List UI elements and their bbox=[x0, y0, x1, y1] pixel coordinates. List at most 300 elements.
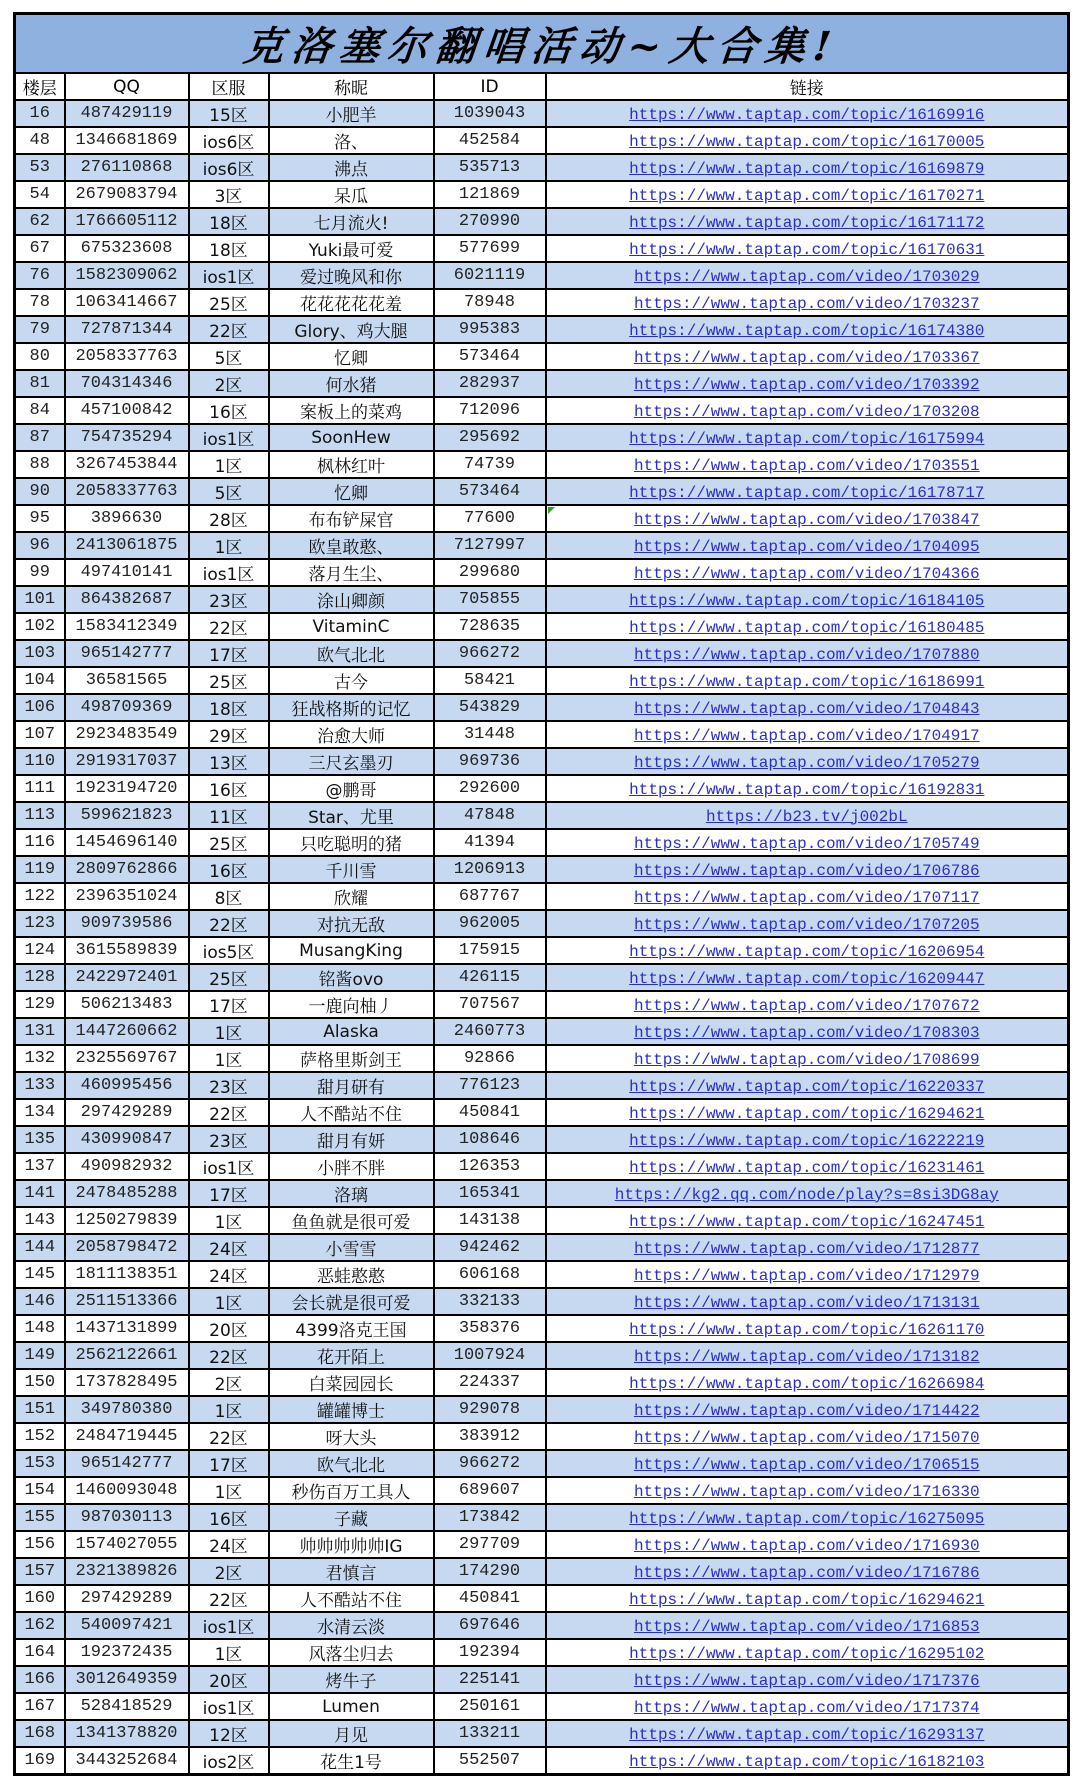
cell-floor: 131 bbox=[15, 1018, 65, 1045]
entry-link[interactable]: https://www.taptap.com/video/1717374 bbox=[633, 1698, 980, 1717]
cell-qq: 2484719445 bbox=[65, 1423, 189, 1450]
cell-floor: 167 bbox=[15, 1693, 65, 1720]
cell-link bbox=[546, 1396, 1069, 1423]
cell-qq: 490982932 bbox=[65, 1153, 189, 1180]
cell-link bbox=[546, 181, 1069, 208]
cell-qq: 276110868 bbox=[65, 154, 189, 181]
entry-link[interactable]: https://www.taptap.com/topic/16174380 bbox=[629, 321, 985, 340]
entry-link[interactable]: https://www.taptap.com/video/1712979 bbox=[633, 1266, 980, 1285]
cell-server: 18区 bbox=[189, 208, 269, 235]
cell-id: 543829 bbox=[434, 694, 546, 721]
entry-link[interactable]: https://www.taptap.com/topic/16178717 bbox=[629, 483, 985, 502]
column-header-server: 区服 bbox=[189, 73, 269, 100]
cell-link bbox=[546, 1504, 1069, 1531]
cell-server: 17区 bbox=[189, 991, 269, 1018]
cell-id: 108646 bbox=[434, 1126, 546, 1153]
cell-id: 174290 bbox=[434, 1558, 546, 1585]
entry-link[interactable]: https://www.taptap.com/video/1708699 bbox=[633, 1050, 980, 1069]
entry-link[interactable]: https://www.taptap.com/video/1703392 bbox=[633, 375, 980, 394]
cell-id: 450841 bbox=[434, 1099, 546, 1126]
cell-nick: 小雪雪 bbox=[269, 1234, 434, 1261]
cell-id: 143138 bbox=[434, 1207, 546, 1234]
cell-link bbox=[546, 1342, 1069, 1369]
cell-id: 966272 bbox=[434, 1450, 546, 1477]
cell-server: 18区 bbox=[189, 235, 269, 262]
cell-server: ios1区 bbox=[189, 559, 269, 586]
cell-server: 8区 bbox=[189, 883, 269, 910]
page-title: 克洛塞尔翻唱活动~大合集! bbox=[241, 23, 842, 70]
cell-link bbox=[546, 370, 1069, 397]
entry-link[interactable]: https://www.taptap.com/video/1706786 bbox=[633, 861, 980, 880]
entry-link[interactable]: https://www.taptap.com/video/1716786 bbox=[633, 1563, 980, 1582]
cell-qq: 599621823 bbox=[65, 802, 189, 829]
table-row bbox=[15, 613, 1069, 640]
cell-floor: 67 bbox=[15, 235, 65, 262]
cell-nick: 一鹿向柚丿 bbox=[269, 991, 434, 1018]
table-title-cell bbox=[15, 14, 1069, 74]
cell-link bbox=[546, 451, 1069, 478]
entry-link[interactable]: https://www.taptap.com/video/1717376 bbox=[633, 1671, 980, 1690]
cell-nick: 小胖不胖 bbox=[269, 1153, 434, 1180]
column-header-qq: QQ bbox=[65, 73, 189, 100]
cell-nick: 洛、 bbox=[269, 127, 434, 154]
cell-id: 689607 bbox=[434, 1477, 546, 1504]
cell-nick: 三尺玄墨刃 bbox=[269, 748, 434, 775]
table-row bbox=[15, 1315, 1069, 1342]
cell-id: 74739 bbox=[434, 451, 546, 478]
table-row bbox=[15, 532, 1069, 559]
cell-id: 173842 bbox=[434, 1504, 546, 1531]
cell-floor: 111 bbox=[15, 775, 65, 802]
cell-qq: 1766605112 bbox=[65, 208, 189, 235]
cell-qq: 528418529 bbox=[65, 1693, 189, 1720]
entry-link[interactable]: https://www.taptap.com/video/1703551 bbox=[633, 456, 980, 475]
entry-link[interactable]: https://kg2.qq.com/node/play?s=8si3DG8ay bbox=[614, 1185, 999, 1204]
table-row bbox=[15, 1747, 1069, 1775]
table-row bbox=[15, 127, 1069, 154]
cell-floor: 84 bbox=[15, 397, 65, 424]
cell-server: 13区 bbox=[189, 748, 269, 775]
cell-id: 77600 bbox=[434, 505, 546, 532]
cell-id: 175915 bbox=[434, 937, 546, 964]
entry-link[interactable]: https://www.taptap.com/video/1703237 bbox=[633, 294, 980, 313]
table-row bbox=[15, 154, 1069, 181]
cell-qq: 2058337763 bbox=[65, 343, 189, 370]
cell-qq: 1341378820 bbox=[65, 1720, 189, 1747]
entry-link[interactable]: https://www.taptap.com/video/1704843 bbox=[633, 699, 980, 718]
table-row bbox=[15, 1072, 1069, 1099]
cell-nick: 对抗无敌 bbox=[269, 910, 434, 937]
cell-id: 1039043 bbox=[434, 100, 546, 127]
entry-link[interactable]: https://www.taptap.com/video/1707880 bbox=[633, 645, 980, 664]
cell-floor: 168 bbox=[15, 1720, 65, 1747]
cell-link bbox=[546, 586, 1069, 613]
table-row bbox=[15, 1045, 1069, 1072]
cell-nick: 欣耀 bbox=[269, 883, 434, 910]
column-header-link: 链接 bbox=[546, 73, 1069, 100]
cell-id: 942462 bbox=[434, 1234, 546, 1261]
entry-link[interactable]: https://www.taptap.com/video/1707117 bbox=[633, 888, 980, 907]
cell-server: 1区 bbox=[189, 1018, 269, 1045]
entry-link[interactable]: https://www.taptap.com/video/1707672 bbox=[633, 996, 980, 1015]
entry-link[interactable]: https://www.taptap.com/topic/16206954 bbox=[629, 942, 985, 961]
cell-floor: 80 bbox=[15, 343, 65, 370]
cell-qq: 2325569767 bbox=[65, 1045, 189, 1072]
cell-nick: Star、尤里 bbox=[269, 802, 434, 829]
table-row bbox=[15, 937, 1069, 964]
cell-link bbox=[546, 1531, 1069, 1558]
cell-id: 728635 bbox=[434, 613, 546, 640]
cell-link bbox=[546, 316, 1069, 343]
cell-nick: 只吃聪明的猪 bbox=[269, 829, 434, 856]
cell-floor: 119 bbox=[15, 856, 65, 883]
table-row bbox=[15, 1504, 1069, 1531]
cell-qq: 2058798472 bbox=[65, 1234, 189, 1261]
cell-nick: 落月生尘、 bbox=[269, 559, 434, 586]
cell-qq: 2809762866 bbox=[65, 856, 189, 883]
cell-nick: 子藏 bbox=[269, 1504, 434, 1531]
cell-floor: 95 bbox=[15, 505, 65, 532]
cell-server: 28区 bbox=[189, 505, 269, 532]
cell-server: 16区 bbox=[189, 397, 269, 424]
cell-nick: 欧皇敢憨、 bbox=[269, 532, 434, 559]
table-row bbox=[15, 1666, 1069, 1693]
cell-link bbox=[546, 694, 1069, 721]
cell-server: 17区 bbox=[189, 640, 269, 667]
cell-id: 270990 bbox=[434, 208, 546, 235]
cell-server: 3区 bbox=[189, 181, 269, 208]
cell-id: 450841 bbox=[434, 1585, 546, 1612]
cell-link bbox=[546, 775, 1069, 802]
cell-id: 712096 bbox=[434, 397, 546, 424]
cell-link bbox=[546, 1207, 1069, 1234]
cell-nick: 白菜园园长 bbox=[269, 1369, 434, 1396]
entry-link[interactable]: https://www.taptap.com/topic/16220337 bbox=[629, 1077, 985, 1096]
cell-qq: 3012649359 bbox=[65, 1666, 189, 1693]
cell-floor: 128 bbox=[15, 964, 65, 991]
entry-link[interactable]: https://www.taptap.com/topic/16184105 bbox=[629, 591, 985, 610]
cell-qq: 3443252684 bbox=[65, 1747, 189, 1775]
table-row bbox=[15, 1396, 1069, 1423]
cell-id: 126353 bbox=[434, 1153, 546, 1180]
cell-nick: 恶蛙憨憨 bbox=[269, 1261, 434, 1288]
cell-id: 452584 bbox=[434, 127, 546, 154]
entry-link[interactable]: https://www.taptap.com/topic/16266984 bbox=[629, 1374, 985, 1393]
cell-floor: 122 bbox=[15, 883, 65, 910]
cell-link bbox=[546, 397, 1069, 424]
cell-nick: Glory、鸡大腿 bbox=[269, 316, 434, 343]
table-row bbox=[15, 1423, 1069, 1450]
entry-link[interactable]: https://www.taptap.com/video/1713182 bbox=[633, 1347, 980, 1366]
table-row bbox=[15, 559, 1069, 586]
entry-link[interactable]: https://www.taptap.com/video/1716853 bbox=[633, 1617, 980, 1636]
cell-id: 192394 bbox=[434, 1639, 546, 1666]
cell-server: 24区 bbox=[189, 1234, 269, 1261]
entry-link[interactable]: https://www.taptap.com/video/1708303 bbox=[633, 1023, 980, 1042]
cell-server: 23区 bbox=[189, 586, 269, 613]
cell-server: 2区 bbox=[189, 1558, 269, 1585]
cell-id: 535713 bbox=[434, 154, 546, 181]
cell-id: 299680 bbox=[434, 559, 546, 586]
entry-link[interactable]: https://www.taptap.com/video/1715070 bbox=[633, 1428, 980, 1447]
cell-qq: 1811138351 bbox=[65, 1261, 189, 1288]
cell-id: 78948 bbox=[434, 289, 546, 316]
entry-link[interactable]: https://www.taptap.com/topic/16247451 bbox=[629, 1212, 985, 1231]
cell-qq: 2919317037 bbox=[65, 748, 189, 775]
cell-floor: 104 bbox=[15, 667, 65, 694]
entry-link[interactable]: https://www.taptap.com/topic/16275095 bbox=[629, 1509, 985, 1528]
table-row bbox=[15, 1558, 1069, 1585]
cell-server: ios1区 bbox=[189, 1693, 269, 1720]
entry-link[interactable]: https://www.taptap.com/topic/16192831 bbox=[629, 780, 985, 799]
table-row bbox=[15, 856, 1069, 883]
entry-link[interactable]: https://www.taptap.com/video/1713131 bbox=[633, 1293, 980, 1312]
cell-qq: 297429289 bbox=[65, 1099, 189, 1126]
cell-floor: 88 bbox=[15, 451, 65, 478]
cell-nick: 呆瓜 bbox=[269, 181, 434, 208]
cell-link bbox=[546, 1072, 1069, 1099]
cell-server: ios5区 bbox=[189, 937, 269, 964]
table-row bbox=[15, 316, 1069, 343]
table-row bbox=[15, 883, 1069, 910]
entry-link[interactable]: https://www.taptap.com/video/1705279 bbox=[633, 753, 980, 772]
cell-nick: 布布铲屎官 bbox=[269, 505, 434, 532]
cell-server: 29区 bbox=[189, 721, 269, 748]
cell-nick: 枫林红叶 bbox=[269, 451, 434, 478]
cell-floor: 150 bbox=[15, 1369, 65, 1396]
table-row bbox=[15, 505, 1069, 532]
cell-server: 22区 bbox=[189, 316, 269, 343]
cell-nick: 铭酱ovo bbox=[269, 964, 434, 991]
cell-id: 1206913 bbox=[434, 856, 546, 883]
cell-nick: 风落尘归去 bbox=[269, 1639, 434, 1666]
entry-link[interactable]: https://www.taptap.com/topic/16170271 bbox=[629, 186, 985, 205]
table-row bbox=[15, 370, 1069, 397]
cell-link bbox=[546, 1477, 1069, 1504]
cell-qq: 704314346 bbox=[65, 370, 189, 397]
cell-link bbox=[546, 1558, 1069, 1585]
cell-qq: 965142777 bbox=[65, 640, 189, 667]
table-row bbox=[15, 1693, 1069, 1720]
cell-qq: 460995456 bbox=[65, 1072, 189, 1099]
cell-nick: Lumen bbox=[269, 1693, 434, 1720]
cell-id: 41394 bbox=[434, 829, 546, 856]
cell-nick: VitaminC bbox=[269, 613, 434, 640]
cell-qq: 497410141 bbox=[65, 559, 189, 586]
cell-qq: 457100842 bbox=[65, 397, 189, 424]
cell-id: 47848 bbox=[434, 802, 546, 829]
cell-server: 17区 bbox=[189, 1180, 269, 1207]
entry-link[interactable]: https://www.taptap.com/topic/16295102 bbox=[629, 1644, 985, 1663]
cell-nick: 鱼鱼就是很可爱 bbox=[269, 1207, 434, 1234]
entry-link[interactable]: https://www.taptap.com/video/1704366 bbox=[633, 564, 980, 583]
cell-server: 22区 bbox=[189, 910, 269, 937]
cell-qq: 2679083794 bbox=[65, 181, 189, 208]
table-row bbox=[15, 775, 1069, 802]
cell-link bbox=[546, 748, 1069, 775]
cell-id: 165341 bbox=[434, 1180, 546, 1207]
table-row bbox=[15, 1207, 1069, 1234]
cell-nick: 治愈大师 bbox=[269, 721, 434, 748]
cell-id: 962005 bbox=[434, 910, 546, 937]
cell-server: 20区 bbox=[189, 1666, 269, 1693]
cell-nick: Alaska bbox=[269, 1018, 434, 1045]
cell-floor: 144 bbox=[15, 1234, 65, 1261]
cell-floor: 155 bbox=[15, 1504, 65, 1531]
entry-link[interactable]: https://www.taptap.com/video/1704917 bbox=[633, 726, 980, 745]
cell-floor: 123 bbox=[15, 910, 65, 937]
entry-link[interactable]: https://www.taptap.com/topic/16231461 bbox=[629, 1158, 985, 1177]
cell-nick: 花生1号 bbox=[269, 1747, 434, 1775]
cell-nick: @鹏哥 bbox=[269, 775, 434, 802]
cell-qq: 1454696140 bbox=[65, 829, 189, 856]
cell-id: 697646 bbox=[434, 1612, 546, 1639]
cell-link bbox=[546, 1234, 1069, 1261]
entry-link[interactable]: https://www.taptap.com/topic/16170631 bbox=[629, 240, 985, 259]
table-row bbox=[15, 235, 1069, 262]
cell-qq: 1437131899 bbox=[65, 1315, 189, 1342]
cell-link bbox=[546, 505, 1069, 532]
cell-server: 25区 bbox=[189, 964, 269, 991]
cell-qq: 1923194720 bbox=[65, 775, 189, 802]
entry-link[interactable]: https://www.taptap.com/topic/16261170 bbox=[629, 1320, 985, 1339]
cell-server: ios6区 bbox=[189, 154, 269, 181]
cell-floor: 135 bbox=[15, 1126, 65, 1153]
table-row bbox=[15, 262, 1069, 289]
entry-link[interactable]: https://www.taptap.com/video/1706515 bbox=[633, 1455, 980, 1474]
cell-floor: 106 bbox=[15, 694, 65, 721]
entry-link[interactable]: https://www.taptap.com/topic/16171172 bbox=[629, 213, 985, 232]
entry-link[interactable]: https://www.taptap.com/topic/16186991 bbox=[629, 672, 985, 691]
entry-link[interactable]: https://www.taptap.com/video/1703367 bbox=[633, 348, 980, 367]
cell-nick: 秒伤百万工具人 bbox=[269, 1477, 434, 1504]
cell-link bbox=[546, 883, 1069, 910]
cell-nick: 萨格里斯剑王 bbox=[269, 1045, 434, 1072]
cell-floor: 76 bbox=[15, 262, 65, 289]
table-row bbox=[15, 1450, 1069, 1477]
entry-link[interactable]: https://www.taptap.com/video/1703029 bbox=[633, 267, 980, 286]
cell-nick: 君慎言 bbox=[269, 1558, 434, 1585]
cell-server: 25区 bbox=[189, 289, 269, 316]
cell-qq: 192372435 bbox=[65, 1639, 189, 1666]
cell-server: ios2区 bbox=[189, 1747, 269, 1775]
cell-floor: 162 bbox=[15, 1612, 65, 1639]
cell-id: 225141 bbox=[434, 1666, 546, 1693]
entry-link[interactable]: https://www.taptap.com/topic/16169879 bbox=[629, 159, 985, 178]
cell-link bbox=[546, 1180, 1069, 1207]
table-row bbox=[15, 208, 1069, 235]
cell-nick: 何水猪 bbox=[269, 370, 434, 397]
cell-server: 22区 bbox=[189, 1099, 269, 1126]
cell-qq: 3267453844 bbox=[65, 451, 189, 478]
cell-floor: 166 bbox=[15, 1666, 65, 1693]
cell-floor: 164 bbox=[15, 1639, 65, 1666]
entry-link[interactable]: https://www.taptap.com/video/1703208 bbox=[633, 402, 980, 421]
cell-floor: 156 bbox=[15, 1531, 65, 1558]
entry-link[interactable]: https://www.taptap.com/video/1704095 bbox=[633, 537, 980, 556]
cell-qq: 2923483549 bbox=[65, 721, 189, 748]
entry-link[interactable]: https://www.taptap.com/topic/16169916 bbox=[629, 105, 985, 124]
cell-id: 929078 bbox=[434, 1396, 546, 1423]
cell-id: 297709 bbox=[434, 1531, 546, 1558]
entry-link[interactable]: https://www.taptap.com/video/1712877 bbox=[633, 1239, 980, 1258]
cell-floor: 48 bbox=[15, 127, 65, 154]
cell-id: 282937 bbox=[434, 370, 546, 397]
cell-floor: 81 bbox=[15, 370, 65, 397]
entry-link[interactable]: https://www.taptap.com/topic/16293137 bbox=[629, 1725, 985, 1744]
entry-link[interactable]: https://www.taptap.com/topic/16294621 bbox=[629, 1104, 985, 1123]
cell-qq: 1063414667 bbox=[65, 289, 189, 316]
cell-nick: 忆卿 bbox=[269, 478, 434, 505]
entry-link[interactable]: https://www.taptap.com/topic/16182103 bbox=[629, 1752, 985, 1771]
entry-link[interactable]: https://www.taptap.com/video/1705749 bbox=[633, 834, 980, 853]
cell-qq: 754735294 bbox=[65, 424, 189, 451]
cell-id: 358376 bbox=[434, 1315, 546, 1342]
cell-server: 22区 bbox=[189, 613, 269, 640]
table-body bbox=[15, 14, 1069, 1775]
entry-link[interactable]: https://www.taptap.com/topic/16175994 bbox=[629, 429, 985, 448]
cell-server: 15区 bbox=[189, 100, 269, 127]
cell-qq: 2422972401 bbox=[65, 964, 189, 991]
cell-server: 1区 bbox=[189, 532, 269, 559]
entry-link[interactable]: https://www.taptap.com/video/1714422 bbox=[633, 1401, 980, 1420]
cell-qq: 965142777 bbox=[65, 1450, 189, 1477]
entry-link[interactable]: https://www.taptap.com/topic/16222219 bbox=[629, 1131, 985, 1150]
cell-nick: 烤牛子 bbox=[269, 1666, 434, 1693]
cell-id: 92866 bbox=[434, 1045, 546, 1072]
cell-floor: 124 bbox=[15, 937, 65, 964]
entry-link[interactable]: https://www.taptap.com/video/1716330 bbox=[633, 1482, 980, 1501]
entry-link[interactable]: https://www.taptap.com/topic/16209447 bbox=[629, 969, 985, 988]
cell-nick: 甜月研有 bbox=[269, 1072, 434, 1099]
cell-server: ios1区 bbox=[189, 424, 269, 451]
cell-link bbox=[546, 289, 1069, 316]
cell-nick: 案板上的菜鸡 bbox=[269, 397, 434, 424]
cell-nick: 月见 bbox=[269, 1720, 434, 1747]
table-row bbox=[15, 1261, 1069, 1288]
cell-server: 1区 bbox=[189, 1639, 269, 1666]
cell-link bbox=[546, 262, 1069, 289]
table-row bbox=[15, 640, 1069, 667]
table-row bbox=[15, 802, 1069, 829]
cell-nick: 花开陌上 bbox=[269, 1342, 434, 1369]
cell-link bbox=[546, 1423, 1069, 1450]
cell-qq: 2478485288 bbox=[65, 1180, 189, 1207]
entry-link[interactable]: https://www.taptap.com/topic/16294621 bbox=[629, 1590, 985, 1609]
cell-link bbox=[546, 1693, 1069, 1720]
cover-collection-table bbox=[13, 12, 1070, 1776]
entry-link[interactable]: https://www.taptap.com/topic/16180485 bbox=[629, 618, 985, 637]
cell-id: 250161 bbox=[434, 1693, 546, 1720]
table-row bbox=[15, 289, 1069, 316]
entry-link[interactable]: https://www.taptap.com/video/1716930 bbox=[633, 1536, 980, 1555]
cell-floor: 79 bbox=[15, 316, 65, 343]
table-row bbox=[15, 181, 1069, 208]
cell-link bbox=[546, 1369, 1069, 1396]
cell-server: 24区 bbox=[189, 1261, 269, 1288]
entry-link[interactable]: https://www.taptap.com/topic/16170005 bbox=[629, 132, 985, 151]
entry-link[interactable]: https://b23.tv/j002bL bbox=[705, 807, 908, 826]
table-row bbox=[15, 451, 1069, 478]
entry-link[interactable]: https://www.taptap.com/video/1703847 bbox=[633, 510, 980, 529]
cell-nick: 洛璃 bbox=[269, 1180, 434, 1207]
cell-server: 1区 bbox=[189, 1288, 269, 1315]
cell-qq: 487429119 bbox=[65, 100, 189, 127]
cell-id: 707567 bbox=[434, 991, 546, 1018]
cell-nick: 爱过晚风和你 bbox=[269, 262, 434, 289]
entry-link[interactable]: https://www.taptap.com/video/1707205 bbox=[633, 915, 980, 934]
cell-server: 18区 bbox=[189, 694, 269, 721]
